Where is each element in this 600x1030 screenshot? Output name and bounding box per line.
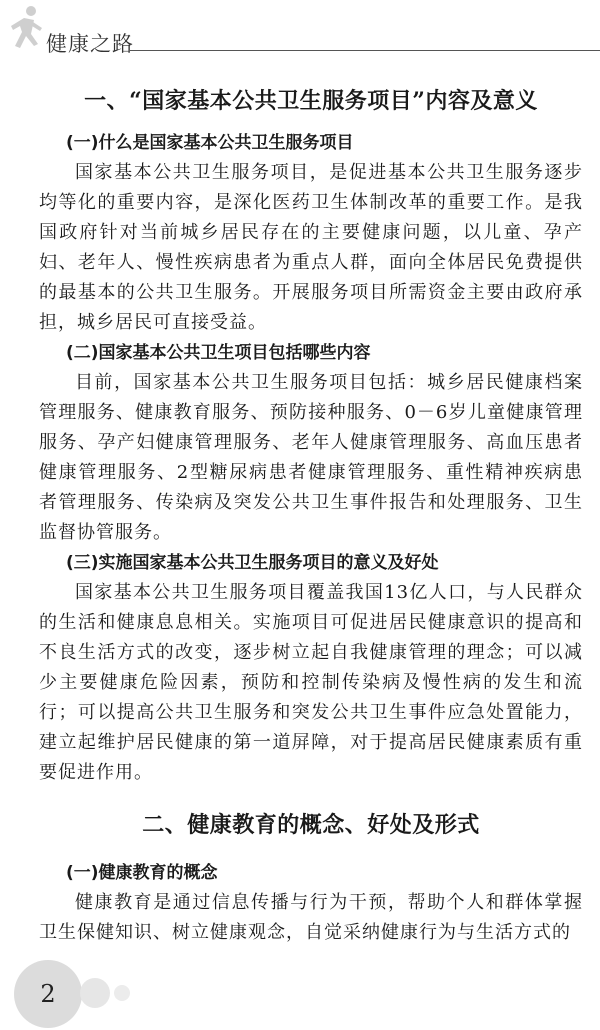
page-content: [39, 84, 583, 948]
subsection-1-1-paragraph: 国家基本公共卫生服务项目，是促进基本公共卫生服务逐步均等化的重要内容，是深化医药卫生体制改革的重要工作。是我国政府针对当前城乡居民存在的主要健康问题，以儿童、孕产妇、老年人、慢性疾病患者为重点人群，面向全体居民免费提供的最基本的公共卫生服务。开展服务项目所需资金主要由政府承担，城乡居民可直接受益。: [39, 162, 583, 333]
runner-icon: [4, 4, 48, 60]
section-1-heading: 一、“国家基本公共卫生服务项目”内容及意义: [84, 88, 538, 114]
page-number: 2: [40, 980, 56, 1008]
subsection-1-2-paragraph: 目前，国家基本公共卫生服务项目包括：城乡居民健康档案管理服务、健康教育服务、预防接种服务、0－6岁儿童健康管理服务、孕产妇健康管理服务、老年人健康管理服务、高血压患者健康管理服务、2型糖尿病患者健康管理服务、重性精神疾病患者管理服务、传染病及突发公共卫生事件报告和处理服务、卫生监督协管服务。: [39, 372, 583, 543]
header-rule: [130, 50, 600, 51]
running-header-title: 健康之路: [46, 32, 134, 56]
subsection-2-1-heading: (一)健康教育的概念: [66, 863, 218, 883]
section-2-heading: 二、健康教育的概念、好处及形式: [142, 812, 480, 838]
subsection-1-3-heading: (三)实施国家基本公共卫生服务项目的意义及好处: [66, 553, 439, 573]
decorative-dot: [80, 978, 110, 1008]
subsection-1-2-heading: (二)国家基本公共卫生项目包括哪些内容: [66, 343, 371, 363]
subsection-2-1-paragraph: 健康教育是通过信息传播与行为干预，帮助个人和群体掌握卫生保健知识、树立健康观念，自觉采纳健康行为与生活方式的: [39, 892, 583, 943]
subsection-1-3-paragraph: 国家基本公共卫生服务项目覆盖我国13亿人口，与人民群众的生活和健康息息相关。实施项目可促进居民健康意识的提高和不良生活方式的改变，逐步树立起自我健康管理的理念；可以减少主要健康危险因素，预防和控制传染病及慢性病的发生和流行；可以提高公共卫生服务和突发公共卫生事件应急处置能力，建立起维护居民健康的第一道屏障，对于提高居民健康素质有重要促进作用。: [39, 582, 583, 783]
page-header: [0, 0, 600, 70]
page-footer: [0, 950, 600, 1030]
decorative-dot-small: [114, 985, 130, 1001]
subsection-1-1-heading: (一)什么是国家基本公共卫生服务项目: [66, 133, 354, 153]
